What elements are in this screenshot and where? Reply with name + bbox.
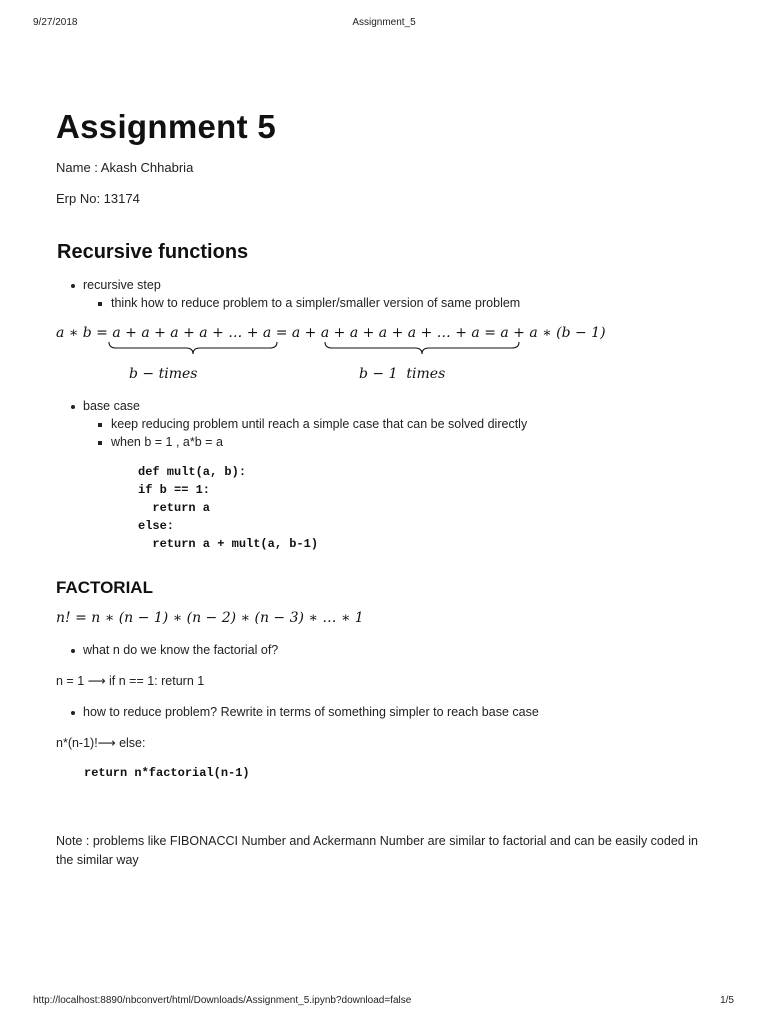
print-page-number: 1/5 [720,995,734,1006]
base-case-line: n = 1 ⟶ if n == 1: return 1 [56,674,205,688]
multiplication-equation: a ∗ b = a + a + a + a + … + a = a + a + a + a + a + … + a = a + a ∗ (b − 1) [56,325,606,341]
code-line: else: [138,519,175,533]
code-line: if b == 1: [138,483,211,497]
code-return-factorial: return n*factorial(n-1) [84,766,250,780]
bullet-reduce-problem: think how to reduce problem to a simpler/smaller version of same problem [111,296,521,310]
name-line: Name : Akash Chhabria [56,160,194,175]
recursive-case-line: n*(n-1)!⟶ else: [56,736,146,750]
print-date: 9/27/2018 [33,17,78,28]
bullet-when-b-equals-1: when b = 1 , a*b = a [111,435,223,449]
code-line: return a [138,501,211,515]
bullet-how-to-reduce: how to reduce problem? Rewrite in terms of something simpler to reach base case [83,705,539,719]
code-line: return a + mult(a, b-1) [138,537,319,551]
underbrace-b-minus-1-times [324,340,520,356]
print-url: http://localhost:8890/nbconvert/html/Downloads/Assignment_5.ipynb?download=false [33,995,412,1006]
print-page-title: Assignment_5 [352,17,416,28]
bullet-keep-reducing: keep reducing problem until reach a simple case that can be solved directly [111,417,528,431]
erp-line: Erp No: 13174 [56,191,140,206]
brace-label-b-minus-1-times: b − 1 times [359,366,446,382]
note-paragraph: Note : problems like FIBONACCI Number and Ackermann Number are similar to factorial and can be easily coded in the similar way [56,834,698,867]
heading-factorial: FACTORIAL [56,578,153,597]
bullet-what-n: what n do we know the factorial of? [83,643,279,657]
doc-title: Assignment 5 [56,108,276,145]
underbrace-b-times [108,340,278,356]
bullet-recursive-step: recursive step [83,278,161,292]
heading-recursive-functions: Recursive functions [57,241,249,263]
code-line: def mult(a, b): [138,465,247,479]
brace-label-b-times: b − times [129,366,198,382]
factorial-equation: n! = n ∗ (n − 1) ∗ (n − 2) ∗ (n − 3) ∗ … ∗ 1 [56,610,364,626]
bullet-base-case: base case [83,399,140,413]
